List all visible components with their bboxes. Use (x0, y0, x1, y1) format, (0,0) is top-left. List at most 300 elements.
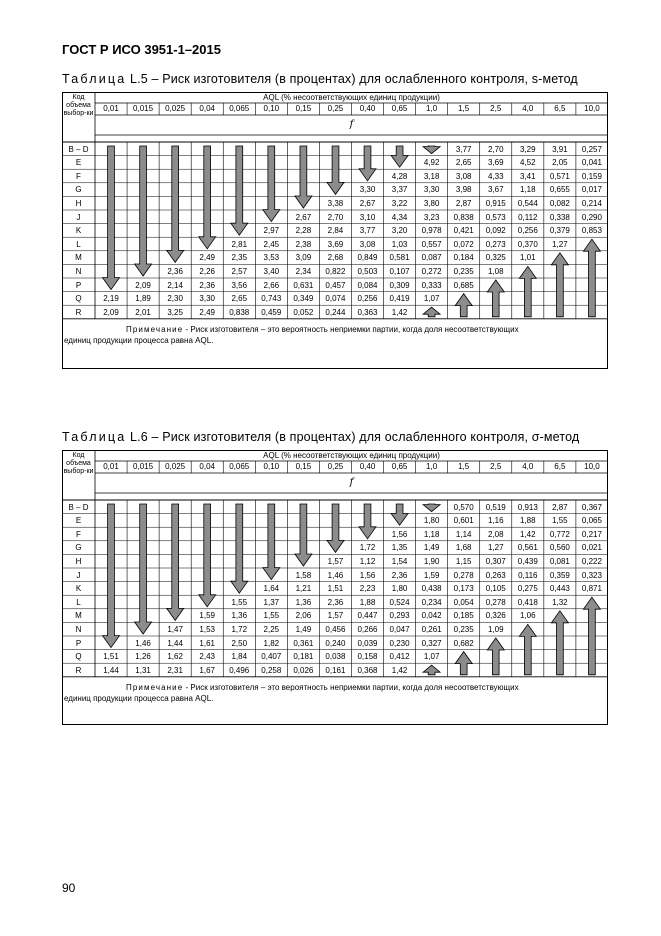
table-cell: 1,88 (520, 516, 536, 526)
table-cell: 0,309 (389, 280, 410, 290)
table-cell: 0,261 (421, 624, 442, 634)
table-cell: 2,43 (199, 652, 215, 662)
table-cell: 1,36 (231, 611, 248, 621)
table-cell: 0,456 (325, 624, 346, 634)
aql-header: AQL (% несоответствующих единиц продукции) (263, 93, 440, 102)
table-title-prefix: Таблица (62, 72, 127, 86)
table-cell: 0,333 (421, 280, 442, 290)
table-cell: 0,838 (453, 212, 474, 222)
table-cell: 0,601 (453, 516, 474, 526)
table-cell: 1,46 (135, 638, 151, 648)
aql-column-header: 1,0 (426, 462, 438, 471)
table-cell: 3,56 (231, 280, 248, 290)
table-cell: 1,55 (231, 597, 248, 607)
table-cell: 1,90 (423, 556, 440, 566)
table-cell: 0,272 (421, 266, 442, 276)
table-cell: 0,871 (581, 584, 602, 594)
table-cell: 0,561 (517, 543, 538, 553)
aql-column-header: 0,10 (263, 462, 280, 471)
table-cell: 3,77 (359, 226, 376, 236)
table-cell: 4,52 (520, 158, 536, 168)
down-arrow-icon (231, 504, 248, 593)
table-cell: 3,30 (199, 294, 215, 304)
table-title-prefix: Таблица (62, 430, 127, 444)
table-cell: 0,041 (581, 158, 602, 168)
table-cell: 2,31 (167, 665, 183, 675)
table-cell: 1,56 (391, 529, 408, 539)
aql-column-header: 0,15 (295, 462, 312, 471)
table-cell: 1,01 (520, 253, 536, 263)
down-arrow-icon (135, 146, 152, 276)
table-cell: 2,50 (231, 638, 248, 648)
table-cell: 0,258 (261, 665, 282, 675)
table-cell: 0,082 (549, 198, 570, 208)
table-cell: 0,544 (517, 198, 538, 208)
table-cell: 0,519 (485, 502, 506, 512)
table-cell: 1,35 (391, 543, 408, 553)
table-cell: 0,323 (581, 570, 602, 580)
table-cell: 0,263 (485, 570, 506, 580)
table-cell: 0,235 (453, 624, 474, 634)
table-cell: 3,08 (455, 171, 472, 181)
table-cell: 4,33 (487, 171, 504, 181)
aql-column-header: 4,0 (522, 462, 534, 471)
table-cell: 2,70 (327, 212, 344, 222)
table-cell: 2,87 (455, 198, 472, 208)
table-cell: 2,06 (295, 611, 312, 621)
down-arrow-icon (423, 504, 440, 512)
table-cell: 0,822 (325, 266, 346, 276)
table-cell: 4,34 (391, 212, 408, 222)
table-title-text: L.5 – Риск изготовителя (в процентах) для ослабленного контроля, s-метод (126, 72, 578, 86)
table-cell: 3,91 (552, 144, 568, 154)
row-code: P (75, 280, 82, 290)
aql-column-header: 6,5 (554, 462, 566, 471)
table-cell: 0,524 (389, 597, 410, 607)
table-cell: 1,89 (135, 294, 151, 304)
down-arrow-icon (103, 504, 120, 648)
table-cell: 0,326 (485, 611, 506, 621)
table-cell: 3,38 (327, 198, 344, 208)
down-arrow-icon (231, 146, 248, 235)
up-arrow-icon (487, 280, 504, 317)
aql-column-header: 6,5 (554, 104, 566, 113)
table-cell: 2,36 (199, 280, 215, 290)
table-cell: 1,68 (455, 543, 472, 553)
table-cell: 3,08 (359, 239, 376, 249)
row-code: J (76, 570, 81, 580)
aql-header: AQL (% несоответствующих единиц продукции) (263, 451, 440, 460)
row-code: N (75, 624, 82, 634)
table-cell: 1,49 (295, 624, 312, 634)
table-cell: 0,244 (325, 307, 346, 317)
table-cell: 0,367 (581, 502, 602, 512)
table-cell: 0,581 (389, 253, 410, 263)
table-cell: 0,503 (357, 266, 378, 276)
table-cell: 2,97 (263, 226, 280, 236)
table-cell: 0,838 (229, 307, 250, 317)
table-cell: 2,09 (135, 280, 151, 290)
table-cell: 1,80 (423, 516, 440, 526)
row-code: K (75, 584, 82, 594)
aql-column-header: 2,5 (490, 104, 502, 113)
table-cell: 2,66 (263, 280, 280, 290)
table-cell: 0,256 (357, 294, 378, 304)
table-cell: 0,978 (421, 226, 442, 236)
table-cell: 0,105 (485, 584, 506, 594)
table-cell: 1,42 (391, 307, 408, 317)
table-cell: 3,41 (520, 171, 536, 181)
table-cell: 3,29 (520, 144, 536, 154)
aql-column-header: 0,04 (199, 104, 215, 113)
table-cell: 0,081 (549, 556, 570, 566)
note-text: - Риск изготовителя – это вероятность неприемки партии, когда доля несоответствующих (183, 682, 519, 692)
table-cell: 2,34 (295, 266, 312, 276)
row-code: M (75, 253, 82, 263)
table-cell: 0,181 (293, 652, 314, 662)
table-note (126, 324, 519, 335)
table-cell: 2,25 (263, 624, 280, 634)
table-cell: 2,36 (327, 597, 344, 607)
table-cell: 2,35 (231, 253, 248, 263)
table-cell: 2,36 (167, 266, 183, 276)
aql-column-header: 0,65 (391, 104, 408, 113)
table-cell: 1,31 (135, 665, 151, 675)
table-cell: 0,655 (549, 185, 570, 195)
table-cell: 0,349 (293, 294, 314, 304)
table-cell: 1,56 (359, 570, 376, 580)
aql-column-header: 1,5 (458, 462, 470, 471)
table-cell: 3,40 (263, 266, 280, 276)
table-cell: 0,275 (517, 584, 538, 594)
table-cell: 0,222 (581, 556, 602, 566)
down-arrow-icon (359, 146, 376, 181)
aql-column-header: 0,04 (199, 462, 215, 471)
table-cell: 3,22 (391, 198, 408, 208)
table-cell: 0,853 (581, 226, 602, 236)
table-cell: 0,772 (549, 529, 570, 539)
down-arrow-icon (199, 504, 216, 607)
table-cell: 0,685 (453, 280, 474, 290)
table-cell: 1,07 (423, 652, 440, 662)
table-cell: 2,68 (327, 253, 344, 263)
table-cell: 0,159 (581, 171, 602, 181)
table-cell: 2,19 (103, 294, 119, 304)
table-cell: 1,21 (295, 584, 312, 594)
table-cell: 1,82 (263, 638, 280, 648)
table-cell: 1,72 (231, 624, 248, 634)
up-arrow-icon (551, 253, 568, 317)
table-cell: 1,37 (263, 597, 280, 607)
table-cell: 1,18 (423, 529, 440, 539)
table-title-text: L.6 – Риск изготовителя (в процентах) для ослабленного контроля, σ-метод (126, 430, 580, 444)
table-cell: 2,09 (103, 307, 119, 317)
table-note (126, 682, 519, 693)
table-cell: 0,240 (325, 638, 346, 648)
table-cell: 0,443 (549, 584, 570, 594)
table-cell: 0,065 (581, 516, 602, 526)
table-cell: 0,084 (357, 280, 378, 290)
table-cell: 1,14 (455, 529, 472, 539)
table-cell: 0,915 (485, 198, 506, 208)
aql-column-header: 0,01 (103, 104, 119, 113)
table-cell: 2,26 (199, 266, 215, 276)
row-code: M (75, 611, 82, 621)
table-cell: 1,59 (423, 570, 440, 580)
table-cell: 0,052 (293, 307, 314, 317)
table-cell: 0,278 (485, 597, 506, 607)
table-cell: 0,447 (357, 611, 378, 621)
table-cell: 1,07 (423, 294, 440, 304)
table-cell: 1,12 (359, 556, 376, 566)
down-arrow-icon (327, 504, 344, 552)
table-cell: 2,84 (327, 226, 344, 236)
aql-column-header: 0,01 (103, 462, 119, 471)
up-arrow-icon (455, 294, 472, 317)
table-cell: 0,496 (229, 665, 250, 675)
table-cell: 1,16 (487, 516, 504, 526)
down-arrow-icon (167, 146, 184, 262)
table-note-continuation: единиц продукции процесса равна AQL. (64, 693, 214, 703)
down-arrow-icon (359, 504, 376, 539)
table-cell: 2,87 (552, 502, 568, 512)
table-cell: 0,217 (581, 529, 602, 539)
table-cell: 0,278 (453, 570, 474, 580)
table-cell: 1,58 (295, 570, 312, 580)
table-cell: 2,70 (487, 144, 504, 154)
page-number: 90 (62, 881, 76, 895)
row-code: L (76, 597, 81, 607)
sample-size-code-header: Код объема выбор-ки (63, 452, 94, 475)
table-cell: 0,038 (325, 652, 346, 662)
table-cell: 2,05 (552, 158, 568, 168)
table-cell: 0,363 (357, 307, 378, 317)
table-cell: 0,173 (453, 584, 474, 594)
aql-column-header: 0,25 (327, 462, 344, 471)
table-cell: 2,65 (455, 158, 472, 168)
table-cell: 1,53 (199, 624, 215, 634)
table-cell: 2,08 (487, 529, 504, 539)
aql-column-header: 0,015 (133, 104, 154, 113)
table-cell: 1,06 (520, 611, 536, 621)
down-arrow-icon (391, 146, 408, 167)
table-cell: 0,421 (453, 226, 474, 236)
table-cell: 2,01 (135, 307, 151, 317)
table-cell: 0,438 (421, 584, 442, 594)
note-prefix: Примечание (126, 682, 184, 692)
table-cell: 1,27 (487, 543, 504, 553)
table-cell: 1,08 (487, 266, 504, 276)
row-code: K (75, 226, 82, 236)
table-cell: 0,293 (389, 611, 410, 621)
down-arrow-icon (295, 146, 312, 208)
table-cell: 0,913 (517, 502, 538, 512)
table-cell: 2,45 (263, 239, 280, 249)
table-cell: 2,49 (199, 253, 215, 263)
table-cell: 0,021 (581, 543, 602, 553)
table-cell: 0,112 (518, 212, 538, 222)
aql-column-header: 0,065 (229, 462, 250, 471)
row-code: P (75, 638, 82, 648)
table-cell: 0,072 (453, 239, 474, 249)
table-cell: 0,571 (549, 171, 570, 181)
table-cell: 0,325 (485, 253, 506, 263)
table-cell: 3,30 (359, 185, 376, 195)
table-cell: 1,88 (359, 597, 376, 607)
row-code: E (75, 158, 82, 168)
aql-column-header: 0,015 (133, 462, 154, 471)
table-cell: 0,184 (453, 253, 474, 263)
down-arrow-icon (423, 146, 440, 154)
table-cell: 2,65 (231, 294, 248, 304)
table-cell: 1,46 (327, 570, 344, 580)
sample-size-code-header: Код объема выбор-ки (63, 94, 94, 117)
table-cell: 2,67 (359, 198, 376, 208)
table-cell: 2,67 (295, 212, 312, 222)
table-cell: 0,054 (453, 597, 474, 607)
table-cell: 1,18 (520, 185, 536, 195)
document-header: ГОСТ Р ИСО 3951-1–2015 (62, 42, 221, 57)
table-cell: 0,359 (549, 570, 570, 580)
aql-column-header: 0,10 (263, 104, 280, 113)
aql-column-header: 1,0 (426, 104, 438, 113)
table-cell: 1,03 (391, 239, 408, 249)
table-cell: 0,560 (549, 543, 570, 553)
row-code: N (75, 266, 82, 276)
table-cell: 1,57 (327, 556, 344, 566)
table-cell: 0,570 (453, 502, 474, 512)
down-arrow-icon (327, 146, 344, 194)
table-cell: 1,44 (103, 665, 119, 675)
row-code: B – D (68, 144, 89, 154)
table-cell: 0,026 (293, 665, 314, 675)
table-cell: 0,074 (325, 294, 346, 304)
up-arrow-icon (455, 652, 472, 675)
table-cell: 0,185 (453, 611, 474, 621)
table-cell: 1,55 (552, 516, 568, 526)
table-cell: 1,84 (231, 652, 248, 662)
table-cell: 1,54 (391, 556, 408, 566)
table-cell: 2,81 (231, 239, 248, 249)
table-cell: 1,64 (263, 584, 280, 594)
table-cell: 3,25 (167, 307, 183, 317)
table-cell: 2,38 (295, 239, 312, 249)
row-code: E (75, 516, 82, 526)
table-cell: 2,36 (391, 570, 408, 580)
down-arrow-icon (295, 504, 312, 566)
row-code: R (75, 307, 82, 317)
table-cell: 0,234 (421, 597, 442, 607)
row-code: J (76, 212, 81, 222)
table-cell: 0,256 (517, 226, 538, 236)
table-cell: 3,09 (295, 253, 312, 263)
table-cell: 0,370 (517, 239, 538, 249)
table-title (62, 72, 578, 86)
table-cell: 0,631 (293, 280, 314, 290)
row-code: H (75, 556, 82, 566)
table-cell: 4,28 (391, 171, 408, 181)
table-cell: 0,379 (549, 226, 570, 236)
table-cell: 1,51 (103, 652, 119, 662)
aql-column-header: 10,0 (584, 462, 600, 471)
down-arrow-icon (167, 504, 184, 620)
table-cell: 0,042 (421, 611, 442, 621)
table-cell: 0,107 (389, 266, 410, 276)
table-cell: 2,30 (167, 294, 183, 304)
table-cell: 2,14 (167, 280, 183, 290)
table-cell: 1,32 (552, 597, 568, 607)
aql-column-header: 0,065 (229, 104, 250, 113)
table-cell: 1,42 (391, 665, 408, 675)
table-cell: 2,49 (199, 307, 215, 317)
table-cell: 0,419 (389, 294, 410, 304)
table-cell: 0,327 (421, 638, 442, 648)
f-label: f (349, 119, 354, 130)
table-cell: 0,047 (389, 624, 410, 634)
table-cell: 0,573 (485, 212, 506, 222)
up-arrow-icon (423, 307, 440, 317)
table-cell: 0,412 (389, 652, 410, 662)
table-cell: 1,72 (359, 543, 376, 553)
table-cell: 3,80 (423, 198, 440, 208)
table-cell: 3,77 (455, 144, 472, 154)
table-cell: 1,27 (552, 239, 568, 249)
table-cell: 3,18 (423, 171, 440, 181)
down-arrow-icon (391, 504, 408, 525)
aql-column-header: 0,40 (359, 462, 376, 471)
aql-column-header: 2,5 (490, 462, 502, 471)
row-code: F (76, 171, 81, 181)
table-title (62, 430, 579, 444)
note-prefix: Примечание (126, 324, 184, 334)
table-cell: 1,62 (167, 652, 183, 662)
table-cell: 1,49 (423, 543, 440, 553)
aql-column-header: 0,15 (295, 104, 312, 113)
table-cell: 0,338 (549, 212, 570, 222)
table-cell: 1,42 (520, 529, 536, 539)
table-cell: 3,37 (391, 185, 408, 195)
row-code: L (76, 239, 81, 249)
down-arrow-icon (103, 146, 120, 290)
table-cell: 0,092 (485, 226, 506, 236)
table-cell: 3,10 (359, 212, 376, 222)
table-cell: 1,55 (263, 611, 280, 621)
up-arrow-icon (487, 638, 504, 675)
table-cell: 3,20 (391, 226, 408, 236)
table-cell: 1,51 (327, 584, 344, 594)
table-cell: 1,26 (135, 652, 151, 662)
down-arrow-icon (135, 504, 152, 634)
table-cell: 1,36 (295, 597, 312, 607)
row-code: G (75, 543, 82, 553)
row-code: Q (75, 652, 82, 662)
table-cell: 0,161 (325, 665, 346, 675)
up-arrow-icon (423, 665, 440, 675)
table-cell: 0,158 (357, 652, 378, 662)
table-cell: 0,682 (453, 638, 474, 648)
table-cell: 1,80 (391, 584, 408, 594)
down-arrow-icon (263, 504, 280, 580)
table-cell: 0,849 (357, 253, 378, 263)
table-cell: 0,290 (581, 212, 602, 222)
table-cell: 0,557 (421, 239, 442, 249)
table-cell: 1,44 (167, 638, 183, 648)
table-cell: 1,15 (455, 556, 472, 566)
row-code: H (75, 198, 82, 208)
table-cell: 2,23 (359, 584, 376, 594)
down-arrow-icon (199, 146, 216, 249)
table-cell: 0,307 (485, 556, 506, 566)
